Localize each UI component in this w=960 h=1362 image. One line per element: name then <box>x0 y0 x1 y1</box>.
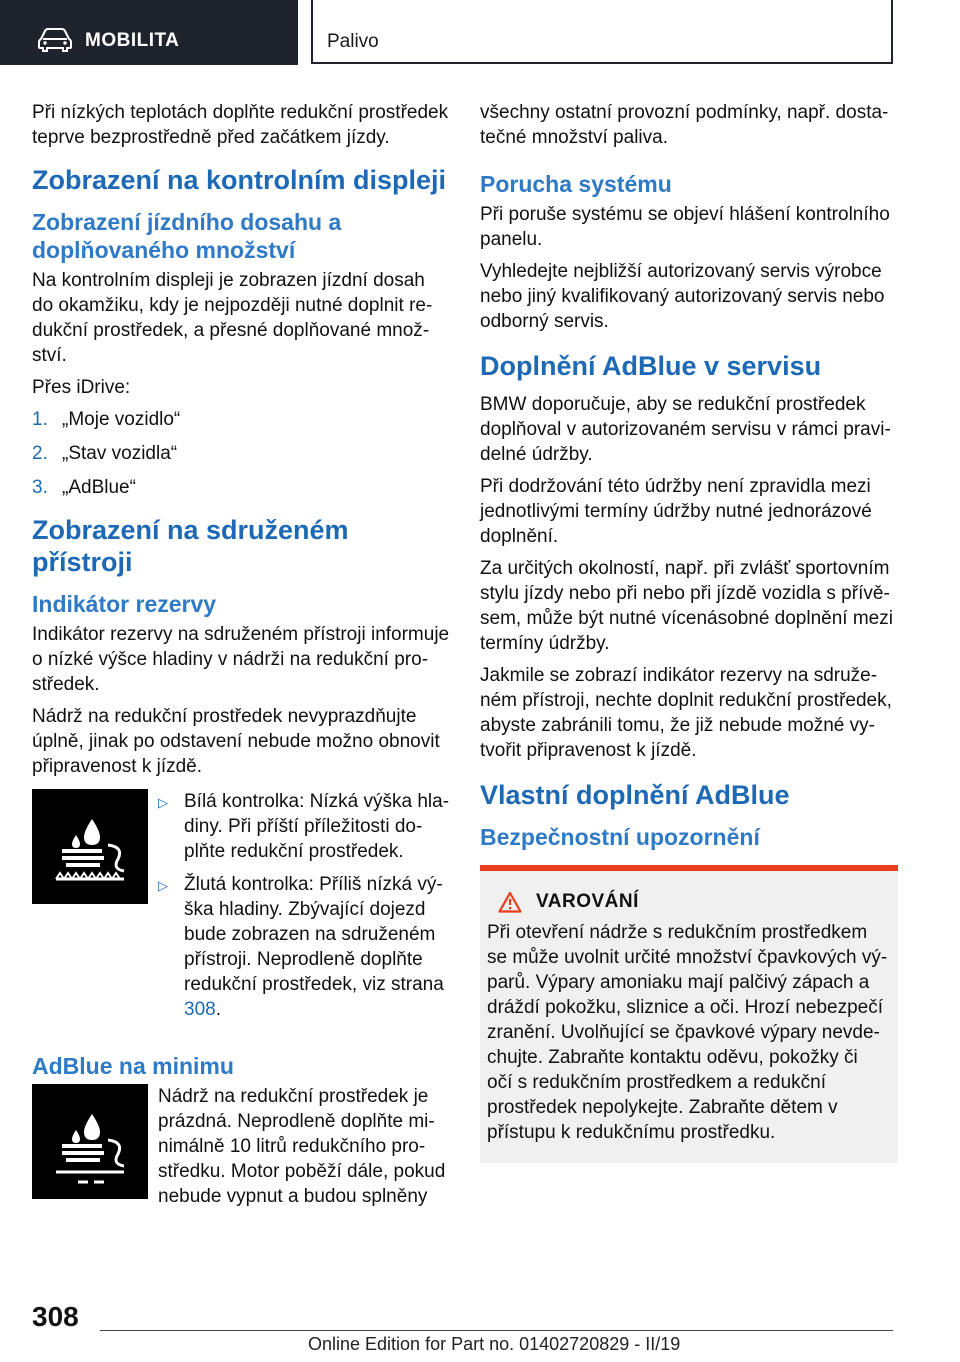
range-paragraph: Na kontrolním displeji je zobrazen jízdní dosah do okamžiku, kdy je nejpozději nutné doplnit redukční prostředek, a přesné doplňované množství. <box>32 270 433 366</box>
bullet-white-text: Bílá kontrolka: Nízká výška hladiny. Při příští příležitosti doplňte redukční prostředek. <box>184 791 450 862</box>
warning-header <box>498 889 888 914</box>
bullet-yellow-text: Žlutá kontrolka: Příliš nízká výška hladiny. Zbývající dojezd bude zobrazen na sdruženém přístroji. Neprodleně doplňte redukční prostředek, viz strana <box>184 874 444 995</box>
list-item <box>32 441 450 466</box>
right-column <box>480 100 898 1163</box>
section-title: MOBILITA <box>85 30 180 51</box>
adblue-low-indicator-icon <box>32 789 148 904</box>
step-number: 1. <box>32 409 48 430</box>
fault-paragraph-2: Vyhledejte nejbližší autorizovaný servis výrobce nebo jiný kvalifikovaný autorizovaný servis nebo odborný servis. <box>480 261 885 332</box>
minimum-indicator-row <box>32 1084 450 1209</box>
left-column <box>32 100 450 1209</box>
service-paragraph-4: Jakmile se zobrazí indikátor rezervy na sdruženém přístroji, nechte doplnit redukční prostředek, abyste zabránili tomu, že již nebude možné vytvořit připravenost k jízdě. <box>480 665 892 761</box>
heading-reserve: Indikátor rezervy <box>32 591 217 617</box>
indicator-bullets <box>158 789 450 1030</box>
list-item <box>158 872 450 1022</box>
idrive-steps <box>32 407 450 500</box>
minimum-text-block <box>158 1084 450 1209</box>
heading-safety: Bezpečnostní upozornění <box>480 824 760 850</box>
heading-display: Zobrazení na kontrolním displeji <box>32 165 447 195</box>
page-number: 308 <box>32 1301 79 1332</box>
bullet-yellow: Žlutá kontrolka: Příliš nízká výška hladiny. Zbývající dojezd bude zobrazen na sdruženém přístroji. Neprodleně doplňte redukční prostředek, viz strana 308. <box>184 874 444 1020</box>
chapter-title: Palivo <box>327 31 379 52</box>
step-number: 3. <box>32 477 48 498</box>
heading-minimum: AdBlue na minimu <box>32 1053 234 1079</box>
footer-edition: Online Edition for Part no. 01402720829 - II/19 <box>308 1334 681 1354</box>
idrive-paragraph: Přes iDrive: <box>32 377 131 398</box>
car-icon <box>38 28 72 52</box>
triangle-bullet-icon: ▷ <box>158 878 168 893</box>
adblue-empty-indicator-icon <box>32 1084 148 1199</box>
warning-triangle-icon <box>498 891 522 913</box>
heading-self-refill: Vlastní doplnění AdBlue <box>480 780 790 810</box>
warning-box <box>480 865 898 1163</box>
triangle-bullet-icon: ▷ <box>158 795 168 810</box>
page-link[interactable]: 308 <box>184 999 216 1020</box>
section-tab <box>0 0 298 65</box>
step-number: 2. <box>32 443 48 464</box>
list-item <box>32 475 450 500</box>
heading-fault: Porucha systému <box>480 171 672 197</box>
intro-paragraph: Při nízkých teplotách doplňte redukční prostředek teprve bezprostředně před začátkem jízdy. <box>32 102 449 148</box>
fault-paragraph-1: Při poruše systému se objeví hlášení kontrolního panelu. <box>480 204 890 250</box>
reserve-paragraph-1: Indikátor rezervy na sdruženém přístroji informuje o nízké výšce hladiny v nádrži na redukční prostředek. <box>32 624 450 695</box>
heading-cluster: Zobrazení na sdruženém přístroji <box>32 515 349 577</box>
list-item <box>158 789 450 864</box>
warning-text: Při otevření nádrže s redukčním prostředkem se může uvolnit určité množství čpavkových výparů. Výpary amoniaku mají palčivý zápach a dráždí pokožku, sliznice a oči. Hrozí nebezpečí zranění. Uvolňující se čpavkové výpary nevdechujte. Zabraňte kontaktu oděvu, pokožky či očí s redukčním prostředkem a redukční prostředek nepolykejte. Zabraňte dětem v přístupu k redukčnímu prostředku. <box>487 922 888 1143</box>
step-text: „AdBlue“ <box>62 477 136 498</box>
service-paragraph-3: Za určitých okolností, např. při zvlášť sportovním stylu jízdy nebo při nebo při jízdě vozidla s přívěsem, může být nutné vícenásobné doplnění mezi termíny údržby. <box>480 558 893 654</box>
minimum-paragraph: Nádrž na redukční prostředek je prázdná. Neprodleně doplňte minimálně 10 litrů redukčního prostředku. Motor poběží dále, pokud nebude vypnut a budou splněny <box>158 1086 446 1207</box>
service-paragraph-1: BMW doporučuje, aby se redukční prostředek doplňoval v autorizovaném servisu v rámci pravidelné údržby. <box>480 394 891 465</box>
list-item <box>32 407 450 432</box>
service-paragraph-2: Při dodržování této údržby není zpravidla mezi jednotlivými termíny údržby nutné jednorázové doplnění. <box>480 476 872 547</box>
step-text: „Moje vozidlo“ <box>62 409 181 430</box>
reserve-indicator-row <box>32 789 450 1030</box>
step-text: „Stav vozidla“ <box>62 443 178 464</box>
reserve-paragraph-2: Nádrž na redukční prostředek nevyprazdňujte úplně, jinak po odstavení nebude možno obnovit připravenost k jízdě. <box>32 706 440 777</box>
warning-title: VAROVÁNÍ <box>536 891 639 912</box>
heading-range: Zobrazení jízdního dosahu a doplňovaného množství <box>32 209 342 263</box>
footer-divider <box>100 1330 893 1331</box>
continued-paragraph: všechny ostatní provozní podmínky, např. dostatečné množství paliva. <box>480 102 889 148</box>
chapter-tab <box>311 0 893 64</box>
heading-service: Doplnění AdBlue v servisu <box>480 351 822 381</box>
